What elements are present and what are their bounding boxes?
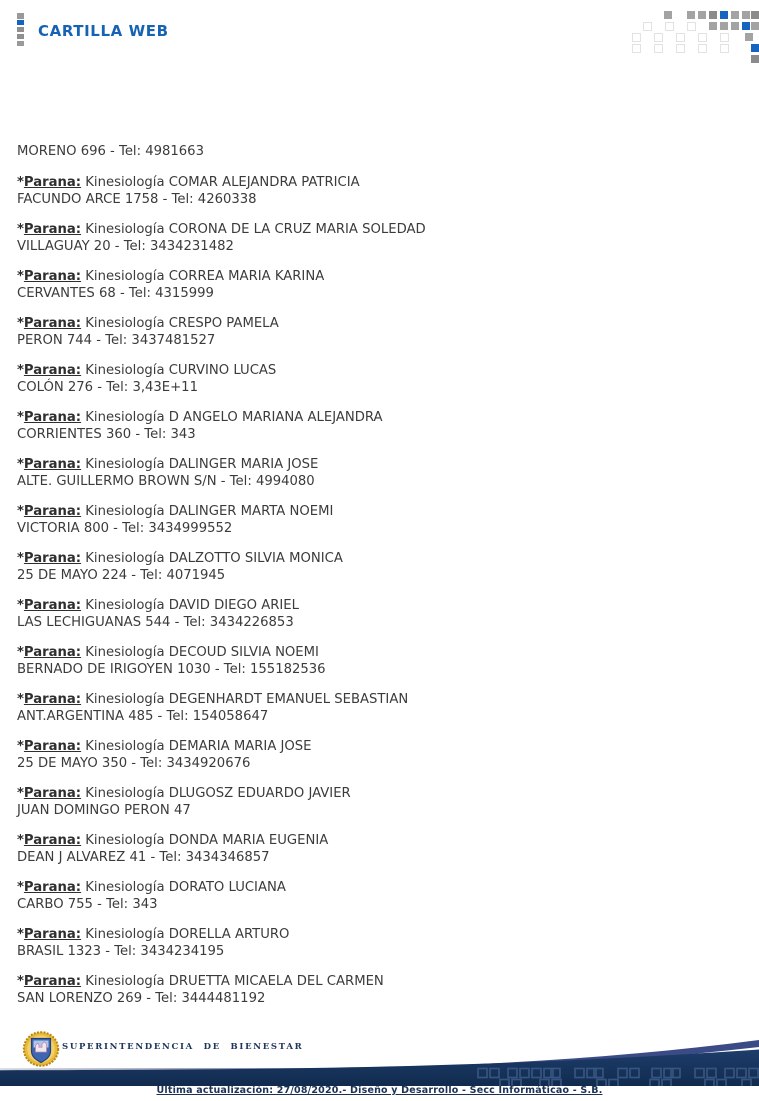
list-item (17, 174, 737, 208)
entry-address: ANT.ARGENTINA 485 - Tel: 154058647 (17, 709, 269, 724)
entry-location-star: * (17, 880, 24, 895)
entry-location-label: Parana: (23, 927, 82, 942)
entry-location-star: * (17, 551, 24, 566)
entry-name: Kinesiología DECOUD SILVIA NOEMI (81, 645, 319, 660)
entry-location-label: Parana: (23, 175, 82, 190)
entry-title-line (17, 221, 737, 238)
entry-address: VICTORIA 800 - Tel: 3434999552 (17, 521, 233, 536)
entry-title-line (17, 409, 737, 426)
list-item (17, 409, 737, 443)
list-item (17, 973, 737, 1007)
entry-title-line (17, 879, 737, 896)
entry-name: Kinesiología DALZOTTO SILVIA MONICA (81, 551, 343, 566)
entry-location-star: * (17, 504, 24, 519)
entry-location-star: * (17, 363, 24, 378)
entry-name: Kinesiología CORONA DE LA CRUZ MARIA SOLEDAD (81, 222, 426, 237)
entry-name: Kinesiología DORATO LUCIANA (81, 880, 286, 895)
entry-location-star: * (17, 457, 24, 472)
entry-title-line (17, 315, 737, 332)
list-item (17, 738, 737, 772)
entry-name: Kinesiología CORREA MARIA KARINA (81, 269, 325, 284)
entry-title-line (17, 738, 737, 755)
entry-title-line (17, 597, 737, 614)
entry-title-line (17, 503, 737, 520)
entry-address: ALTE. GUILLERMO BROWN S/N - Tel: 4994080 (17, 474, 315, 489)
entry-location-label: Parana: (23, 974, 82, 989)
entry-title-line (17, 456, 737, 473)
last-update-line: Última actualización: 27/08/2020.- Diseño y Desarrollo - Secc Informáticao - S.B. (156, 1085, 603, 1096)
pixel-mosaic-decoration (0, 0, 759, 66)
entry-name: Kinesiología DONDA MARIA EUGENIA (81, 833, 329, 848)
entry-name: Kinesiología CURVINO LUCAS (81, 363, 277, 378)
entry-title-line (17, 268, 737, 285)
entry-location-star: * (17, 316, 24, 331)
entry-location-label: Parana: (23, 410, 82, 425)
entry-location-star: * (17, 786, 24, 801)
list-item (17, 456, 737, 490)
entry-location-star: * (17, 927, 24, 942)
entry-location-star: * (17, 645, 24, 660)
entry-name: Kinesiología DAVID DIEGO ARIEL (81, 598, 299, 613)
entry-name: Kinesiología COMAR ALEJANDRA PATRICIA (81, 175, 360, 190)
entry-location-label: Parana: (23, 645, 82, 660)
entry-location-star: * (17, 222, 24, 237)
list-item (17, 221, 737, 255)
entry-location-label: Parana: (23, 363, 82, 378)
entry-address: CERVANTES 68 - Tel: 4315999 (17, 286, 214, 301)
entry-name: Kinesiología DRUETTA MICAELA DEL CARMEN (81, 974, 384, 989)
list-item (17, 832, 737, 866)
entry-address: JUAN DOMINGO PERON 47 (17, 803, 191, 818)
entry-location-star: * (17, 175, 24, 190)
entry-location-label: Parana: (23, 598, 82, 613)
entry-title-line (17, 973, 737, 990)
entry-location-star: * (17, 410, 24, 425)
list-item (17, 926, 737, 960)
entry-location-label: Parana: (23, 316, 82, 331)
entry-location-star: * (17, 598, 24, 613)
organization-name: SUPERINTENDENCIA DE BIENESTAR (62, 1042, 304, 1052)
entry-location-label: Parana: (23, 786, 82, 801)
entry-address: MORENO 696 - Tel: 4981663 (17, 144, 204, 159)
entry-location-star: * (17, 692, 24, 707)
entry-name: Kinesiología CRESPO PAMELA (81, 316, 279, 331)
entry-address: 25 DE MAYO 350 - Tel: 3434920676 (17, 756, 251, 771)
list-item (17, 785, 737, 819)
entry-title-line (17, 832, 737, 849)
list-item (17, 597, 737, 631)
entry-address: LAS LECHIGUANAS 544 - Tel: 3434226853 (17, 615, 294, 630)
entry-address: CARBO 755 - Tel: 343 (17, 897, 158, 912)
list-item (17, 503, 737, 537)
entry-location-label: Parana: (23, 833, 82, 848)
entry-address: COLÓN 276 - Tel: 3,43E+11 (17, 380, 198, 395)
entry-location-star: * (17, 269, 24, 284)
provider-list (17, 143, 737, 1020)
list-item (17, 362, 737, 396)
list-item (17, 691, 737, 725)
entry-address: DEAN J ALVAREZ 41 - Tel: 3434346857 (17, 850, 270, 865)
footer-wave-decoration (0, 1032, 759, 1090)
entry-address: VILLAGUAY 20 - Tel: 3434231482 (17, 239, 234, 254)
entry-title-line (17, 785, 737, 802)
entry-title-line (17, 362, 737, 379)
list-item (17, 644, 737, 678)
entry-name: Kinesiología DORELLA ARTURO (81, 927, 290, 942)
entry-location-star: * (17, 974, 24, 989)
entry-location-label: Parana: (23, 692, 82, 707)
entry-address: BERNADO DE IRIGOYEN 1030 - Tel: 155182536 (17, 662, 326, 677)
entry-address: PERON 744 - Tel: 3437481527 (17, 333, 216, 348)
entry-name: Kinesiología DALINGER MARIA JOSE (81, 457, 319, 472)
entry-location-label: Parana: (23, 504, 82, 519)
entry-location-label: Parana: (23, 222, 82, 237)
entry-location-label: Parana: (23, 457, 82, 472)
entry-address: CORRIENTES 360 - Tel: 343 (17, 427, 196, 442)
list-item (17, 315, 737, 349)
entry-title-line (17, 174, 737, 191)
entry-name: Kinesiología DEGENHARDT EMANUEL SEBASTIAN (81, 692, 409, 707)
entry-location-label: Parana: (23, 739, 82, 754)
entry-name: Kinesiología DLUGOSZ EDUARDO JAVIER (81, 786, 351, 801)
entry-location-label: Parana: (23, 269, 82, 284)
entry-location-label: Parana: (23, 551, 82, 566)
entry-name: Kinesiología DALINGER MARTA NOEMI (81, 504, 334, 519)
list-item (17, 550, 737, 584)
entry-title-line (17, 691, 737, 708)
page-title: CARTILLA WEB (38, 22, 169, 40)
entry-address: SAN LORENZO 269 - Tel: 3444481192 (17, 991, 266, 1006)
entry-title-line (17, 644, 737, 661)
entry-title-line (17, 926, 737, 943)
list-item (17, 879, 737, 913)
entry-location-star: * (17, 739, 24, 754)
entry-address: FACUNDO ARCE 1758 - Tel: 4260338 (17, 192, 257, 207)
entry-address: 25 DE MAYO 224 - Tel: 4071945 (17, 568, 226, 583)
list-item (17, 268, 737, 302)
entry-location-star: * (17, 833, 24, 848)
entry-address: BRASIL 1323 - Tel: 3434234195 (17, 944, 225, 959)
entry-name: Kinesiología D ANGELO MARIANA ALEJANDRA (81, 410, 383, 425)
entry-location-label: Parana: (23, 880, 82, 895)
entry-name: Kinesiología DEMARIA MARIA JOSE (81, 739, 312, 754)
entry-title-line (17, 550, 737, 567)
